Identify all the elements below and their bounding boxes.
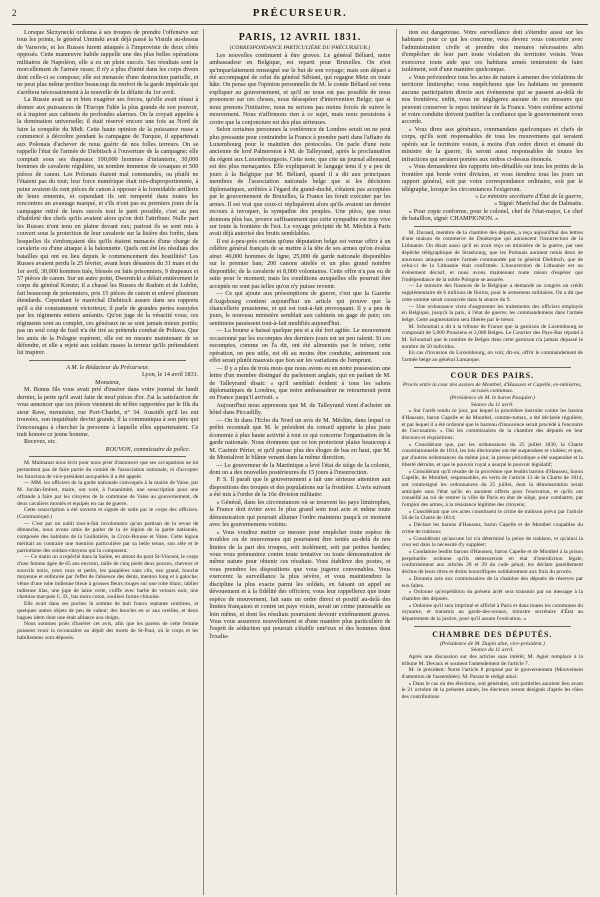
section-heading-chambre-des-deputes: CHAMBRE DES DÉPUTÉS. (432, 629, 553, 639)
court-date: Séance du 11 avril. (470, 401, 514, 408)
court-paragraph: « Considérant qu'aucune loi n'a déterminé la peine de trahison, et qu'ainsi la cour est dans la nécessité d'y suppléer; (401, 535, 583, 549)
article-paragraph: — On lit dans l'Echo du Nord un avis de M. Méchin, dans lequel ce préfet reconnaît que M. le président du conseil apporte la plus juste économie à plus haute activité à tout ce qui concerne l'organisation de la garde nationale. Nous étonnons que ce ton protecteur plaise beaucoup à M. Casimir Périer, et qu'il puisse plus des éloges de bas en haut, que M. de Montalivet le blâme venant dans la même direction. (209, 416, 391, 462)
court-paragraph: « Donnera acte aux commissaires de la chambre des députés de réserves par eux faites. (401, 575, 583, 589)
article-paragraph: « Pour copie conforme, pour le colonel, chef de l'état-major, Le chef de bataillon, signé: CHAMPIGNON. » (401, 207, 583, 223)
letter-salutation: Monsieur, (95, 378, 121, 386)
court-paragraph: « Ordonne qu'il sera imprimé et affiché à Paris et dans toutes les communes du royaume, et transmis au garde-des-sceaux, ministre secrétaire d'État au département de la justice, pour qu'il assure l'exécution. » (401, 602, 583, 623)
divider (414, 626, 571, 627)
article-paragraph: Il est à-peu-près certain qu'une députation belge est venue offrir à un célèbre général français de se mettre à la tête de ses armes qu'on évalue ainsi: 40,000 hommes de ligne, 25,000 de garde nationale disponibles sur le premier ban; 200 canons attelés et un plus grand nombre disponible; de la cavalerie et 8,000 volontaires. Cette offre n'a pas eu de suite pour le moment; mais les conditions auxquelles elle pourrait être acceptée ne sont pas telles qu'on n'y puisse revenir. (209, 237, 391, 290)
news-item: Elle avait dans ses poches la somme de huit francs septante centimes, et quelques autres objets de peu de valeur; des boucles en or aux oreilles, et deux bagues idem dont une était alliance aux doigts. (17, 601, 199, 621)
column-2 (203, 29, 395, 895)
column-1 (12, 29, 203, 895)
chamber-date: Séance du 11 avril. (470, 647, 514, 654)
article-paragraph: P. S. Il paraît que le gouvernement a fait une sérieuse attention aux dispositions des troupes et des populations sur la frontière. L'avis suivant a été mis à l'ordre de la 16e division militaire: (209, 476, 391, 499)
columns (12, 29, 588, 895)
chamber-paragraph: Après une discussion sur des articles sans intérêt, M. Agier remplace à la tribune M. Devaux et soutient l'amendement de l'article 7. (401, 653, 583, 667)
article-paragraph: — La bourse a baissé quelque peu et a été fort agitée. Le mouvement occasionné par les escomptes des derniers jours est un peu ralenti. Si ces escomptes, comme on l'a dit, ont été alimentés par le trésor, cette opération, on peu utile, est dû au moins être conduite, autrement son effet serait plutôt mauvais que bon sur les variations de l'emprunt. (209, 327, 391, 365)
news-item: — MM. les officiers de la garde nationale convoqués à la mairie de Vaise, par M. Jordan-Imbret, maire, ont voté, à l'unanimité, une souscription pour une offrande à faire par les citoyens de la commune de Vaise au gouvernement, de deux cavaliers montés et équipés en cas de guerre. (17, 480, 199, 507)
letter-closing: Recevez, etc. (24, 438, 57, 446)
signature-line: « Le ministre secrétaire d'État de la guerre, (475, 192, 583, 200)
letter-dateline: Lyon, le 14 avril 1831. (141, 371, 199, 379)
news-item: M. Durand, membre de la chambre des députés, a reçu aujourd'hui des lettres d'une maison de commerce de Dunkerque qui annoncent l'insurrection de la Lithuanie. On disait aussi qu'il en avait reçu un ministère de la guerre, par une dépêche télégraphique de Strasbourg, que les Polonais auraient remis deux de nouveaux attaques contre l'armée commandée par le général Diebitsch, que de celui-ci de la Lithuanie était confirmée. L'insurrection de Lithuanie est un événement décisif, et nous avons maintenant toute raison d'espérer que l'indépendance de la noble Pologne se assurée. (401, 229, 583, 283)
article-paragraph: La Russie avait su et bien exagérer ses forces, qu'elle avait réussi à donner aux puissances de l'Europe l'idée la plus grande de son pouvoir, et à inspirer aux cabinets de profondes alarmes. On la croyait appelée à la domination universelle; il était réservé encore une fois au Nord de faire la conquête du Midi. Cette haute opinion de la puissance russe a commencé à décroître pendant la campagne de Turquie, il appartenait aux Polonais d'achever de nous guérir de nos folles terreurs. On se rappelle l'état de l'armée de Diebitsch à l'ouverture de la campagne; elle comptait sous ses drapeaux 100,000 hommes d'infanterie, 30,000 hommes de cavalerie régulière, un nombre immense de cosaques et 500 pièces de canon. Les Polonais étaient mal commandés, ou plutôt ne l'étaient pas du tout; leur force numérique était très-disproportionnée, à peine avaient-ils cent pièces de canon à opposer à la formidable artillerie de leurs ennemis, et cependant ils ont remporté dans toutes les rencontres un avantage marqué, et s'ils n'ont pas eu premiers jours de la campagne retiré de leurs succès tout le parti possible, c'est au peu d'habileté des chefs qu'ils avaient alors qu'on doit l'attribuer. Nulle part les Russes n'ont tenu en plaine devant eux; partout ils se sont mis à couvert sous la protection de leur cavalerie sur la lisière des forêts, dans lesquelles ils s'enfonçaient dès qu'ils étaient menacés d'une charge de cavalerie ou d'une attaque à la baïonnette. Quels ont été les résultats des batailles qui ont eu lieu depuis le commencement des hostilités? Les Russes avaient perdu le 25 février, avant leurs désastres du 31 mars et du 1er avril, 30,000 hommes tués, blessés ou faits prisonniers, 9 drapeaux et 57 pièces de canon. Sur un autre point, Dwernicki a défait entièrement le corps du général Kreutz; il a chassé les Russes de Radom et de Lublin, fait beaucoup de prisonniers, pris 15 pièces de canon et enlevé plusieurs étendards. Cependant le maréchal Diebitsch assure dans ses rapports qu'il a été constamment victorieux; il parle de grandes pertes essuyées par les régiments entiers anéantis. Qu'on juge de la véracité vous; ces régiments sont au complet, ces généraux ne se sont jamais mieux portés; pas un seul coup de fusil n'a été tiré au prétendu combat de Poltava. Que les amis de la Pologne espèrent, elle est en mesure maintenant de se défendre, et elle a rejeté aux soldats russes la terreur qu'ils prétendaient lui inspirer. (17, 96, 199, 357)
article-paragraph: « Général, dans les circonstances où se trouvent les pays limitrophes, la France doit éviter avec le plus grand soin tout acte et même toute démonstration qui pourrait allumer l'ordre maintenu jusqu'à ce moment avec les gouvernemens voisins. (209, 498, 391, 529)
divider (29, 360, 186, 361)
article-paragraph: « Vous direz aux généraux, commandans quelconques et chefs de corps, qu'ils sont responsables de tous les mouvemens qui seraient opérés sur le territoire voisin, à moins d'un ordre direct et émané du ministre de la guerre; ils seront aussi responsables de toutes les infractions qui seraient portées aux ordres ci-dessus énoncés. (401, 125, 583, 163)
news-item: — Ce matin on a repêché dans la Saône, en amont du pont St-Vincent, le corps d'une femme âgée de 65 ans environ, taille de cinq pieds deux pouces, cheveux et sourcils noirs, yeux roux et petits, les paupières sans cils, nez grand, bouche moyenne et enfoncée par l'effet de l'absence des dents, menton long et à galoche; vêtue d'une robe indienne bleue à grosses fleurs rouges sur une robe blanc, tablier indienne lilas, une jupe de laine verte, coiffe avec barbe de velours noir, une chemise marquée C. D., bas noirs coton, souliers forme chinoise. (17, 554, 199, 601)
news-item: Nous sommes priés d'insérer cet avis, afin que les parens de cette femme puissent venir la reconnaître au dépôt des morts de St-Paul, où le corps et les habillemens sont déposés. (17, 621, 199, 641)
letter-body: M. Bonus fils vous avait prié d'insérer dans votre journal de lundi dernier, la perte qu'il avait faite de neuf pièces d'or. J'ai la satisfaction de vous annoncer que ces pièces viennent de m'être rapportées par le fils du sieur Rave, menuisier, rue Port-Charlet, n° 34. Aussitôt qu'il les eut trouvées, son inquiétude devint grande, il la communiqua à son père qui l'encouragea à chercher la personne à laquelle elles appartenaient. Ce trait honore ce jeune homme. (17, 386, 199, 439)
article-paragraph: Les nouvelles continuent à être graves. Le général Béliard, notre ambassadeur en Belgique, est reparti pour Bruxelles. On n'est qu'imparfaitement renseigné sur le but de son voyage; mais son départ a été accompagné de celui du général Sébiani, qui regagne Metz en toute hâte. On pense que l'opinion personnelle de M. le comte Béliard est venu expliquer au gouvernement, et qu'il ne nous est pas possible de nous prononcer sur ces choses, nous désespérer d'intervention Belge; que si nous prenons l'initiative, nous ne serions pas moins forcés de suivre le mouvement. Nous n'affirmons rien à ce sujet, mais nous persistons à croire que la conjoncture est des plus sérieuses. (209, 51, 391, 126)
divider (29, 456, 186, 457)
news-item: — Une ordonnance vient d'augmenter les traitements des officiers employés en Belgique, jusqu'à la paix, à l'état de guerre; les commandemens dans l'armée belge. Cette augmentation sera libérée par le trésor. (401, 303, 583, 323)
page-header (12, 6, 588, 25)
chamber-paragraph: M. le président: Notre l'article 8 proposé par le gouvernement (Mouvement d'attention de l'assemblée). M. Parant le rédigé ainsi: (401, 667, 583, 681)
divider (414, 226, 571, 227)
letter-signature: ROUVON, commissaire de police. (105, 445, 191, 453)
article-paragraph: — Il y a plus de trois mois que nous avons eu en notre possession une lettre d'un membre distingué du parlement anglais, qui en parlant de M. de Talleyrand disait: « qu'il semblait évident à tous les salons diplomatiques de Londres, que notre ambassadeur ne retournerait point en France jusqu'il arrivait. » (209, 364, 391, 402)
section-heading-cour-des-pairs: COUR DES PAIRS. (450, 370, 535, 380)
news-item: M. Malmaust nous écrit pour nous prier d'annoncer que ses occupations ne lui permettent pas de faire partie du comité de l'association nationale, ni d'accepter les fonctions de vice-président auxquelles il a été appelé. (17, 460, 199, 480)
court-paragraph: « Considérant que, par les ordonnances du 25 juillet 1830, la Charte constitutionnelle de 1814, les lois électorales ont été suspendues et violées; et que, par d'autres ordonnances du même jour, la presse périodique a été suspendue et la liberté détruite, et que le pouvoir royal a usurpé le pouvoir législatif; (401, 441, 583, 468)
chamber-paragraph: « Dans le cas où des élections, soit générales, soit partielles auraient lieu avant le 21 octobre de la présente année, les électeurs seront désignés d'après les rôles des contributions (401, 680, 583, 701)
divider (414, 367, 571, 368)
chamber-presidence: (Présidence de M. Dupin aîné, vice-président.) (439, 640, 545, 647)
article-paragraph: « Vous préviendrez tous les actes de nature à amener des violations de territoire limitrophe; vous empêcherez que les habitans ne prennent aucune participation directe aux événemens qui se passent au-delà de nos frontières; enfin, vous ne négligerez aucune de ces mesures qui peuvent conserver le repos intérieur de la France. Votre extrême activité et votre conduite doivent justifier la confiance que le gouvernement vous accorde. (401, 73, 583, 126)
section-subheading: (CORRESPONDANCE PARTICULIÈRE DU PRÉCURSEUR.) (229, 45, 371, 51)
page-number: 2 (12, 8, 17, 18)
article-paragraph: Selon certaines personnes la conférence de Londres serait on ne peut plus pressante pour contraindre la France à prendre parti dans l'affaire du Luxembourg pour le maintien des protocoles. On parle d'une note ancienne de lord Palmerston à M. de Talleyrand, après la proclamation du régent aux Luxembourgeois. Cette note, que cite un journal allemand, est des plus menaçantes. Elle expliquerait le langage tenu il y a peu de jours à la Belgique par M. Béliard, quand il a dit aux principaux membres de l'association nationale belge que si les décisions diplomatiques, arrêtées à l'égard du grand-duché, s'étaient pas acceptées par le gouvernement de Bruxelles, la France les ferait exécuter par les armes. Il est vrai que ceux-ci répliquèrent alors qu'ils avaient un dernier recours à invoquer, la sympathie des peuples. Une pièce, que nous donnons plus bas, prouve suffisamment que cette sympathie est trop vive sur toute la frontière de l'est. Le voyage précipité de M. Méchin à Paris avait déjà autorisé des bruits semblables. (209, 126, 391, 238)
news-item: En cas d'invasion du Luxembourg, on voit, dit-on, offrir le commandement de l'armée belge au général Lamarque. (401, 350, 583, 364)
article-paragraph: — Ce qui ajoute aux présomptions de guerre, c'est que la Gazette d'Augsbourg contient aujourd'hui un article qui prouve que la chancellerie prussienne, et qui est tout-à-fait provoquant. Il y a peu de jours, le nouveau ministère semblait aux cabinets un gage de paix; ces sentimens paraissent tout-à-fait modifiés aujourd'hui. (209, 290, 391, 327)
news-item: M. Schouttail a dit à la tribune de France que la garnison de Luxembourg se composait de 5,000 Prussiens et 2,000 Belges. Le Courrier des Pays-Bas répond à M. Schouttail que le nombre de Belges dans cette garnison n'a jamais dépassé le nombre de 50 individus. (401, 323, 583, 350)
court-paragraph: « Sur l'arrêt rendu ce jour, par lequel la procédure instruite contre les barons d'Haussez, baron Capelle et de Montbel, comme-tumax, a été déclarée régulière, et par lequel il a été ordonné que le barreau d'innocence serait procédé à l'encontre de l'accusation. « Ouï les commissaires de la chambre des députés en leur discours et réquisitions; (401, 408, 583, 442)
article-paragraph: Aujourd'hui nous apprenons que M. de Talleyrand vient d'acheter un hôtel dans Piccadilly. (209, 401, 391, 417)
column-3 (396, 29, 588, 895)
section-heading-paris: PARIS, 12 AVRIL 1831. (238, 32, 362, 43)
court-paragraph: « Considérant que ces actes constituent le crime de trahison prévu par l'article 56 de la Charte de 1814; (401, 508, 583, 522)
news-item: — Le ministre des finances de la Belgique a demandé au congrès un crédit supplémentaire de 6 millions de florins, pour le armemens militaires. On a dit que cette somme serait consacrée dans la séance du 9. (401, 283, 583, 303)
court-paragraph: « Déclare les barons d'Haussez, baron Capelle et de Montbel coupables du crime de trahison; (401, 522, 583, 535)
article-paragraph: — Le gouverneur de la Martinique a levé l'état de siège de la colonie, dont on a des nouvelles postérieures du 15 jours à l'insurrection. (209, 461, 391, 476)
letter-heading: A M. le Rédacteur du Précurseur. (66, 363, 150, 371)
article-paragraph: « Vous voudrez mettre ce mesure pour empêcher toute espèce de troubles ou de mouvemens qui pourraient être tentés au-delà de nos limites de la part des troupes, soit isolément, soit par petites bandes; vous vous prémunirez contre toute tentative ou toute démonstration de même nature pour obtenir ces résultats. Vous établirez des postes, et vous prendrez les dispositions que vous jugerez convenables. Vous exercerez la surveillance la plus sévère, et vous maintiendrez la discipline la plus exacte parmi les soldats, en faisant un appel au dévouement et à la fidélité des officiers; vous leur rappellerez que toute espèce de mouvement, fait sans un ordre direct et positif au-delà des limites françaises et contre un pays voisin, serait un crime punissable au loin même, et dont les résultats pourraient devenir extrêmement graves. Vous vous assurerez nouvellement et d'une manière plus particulière de l'esprit de séduction qui pourrait s'établir entr'eux et des hommes dont l'exalta- (209, 528, 391, 640)
court-paragraph: « Ordonne qu'expédition du présent arrêt sera transmis par un message à la chambre des députés. (401, 589, 583, 602)
court-paragraph: « Condamne lesdits barons d'Haussez, baron Capelle et de Montbel à la prison perpétuelle: ordonne qu'ils demeureront en état d'interdiction légale, conformément aux articles 28 et 29 du code pénal; les déclare pareillement déchus de leurs titres et droits honorifiques solidairement aux frais du procès. (401, 548, 583, 576)
newspaper-title: PRÉCURSEUR. (252, 7, 348, 19)
article-paragraph: Lorsque Skrzynecki ordonna à ses troupes de prendre l'offensive sur tous les points, le général Uminski avait déjà passé la Vistule au-dessus de Varsovie, et les Russes furent attaqués à l'improviste de deux côtés opposés. Cette manœuvre habile rappelle une des plus belles opérations militaires de Napoléon, elle a eu un plein succès. Ses résultats sont le morcellement de l'armée russe; il n'y a plus d'unité dans les corps divers dont celle-ci se compose; elle est menacée d'une destruction partielle, et ne peut plus même profiter beaucoup du renfort de la garde impériale qui s'arrêtera nécessairement à la nouvelle de la défaite du 1er avril. (17, 29, 199, 96)
article-paragraph: tion est dangereuse. Votre surveillance doit s'étendre aussi sur les habitans: pour ce qui les concerne, vous devrez vous concerter avec l'administration civile et prendre des mesures nécessaires afin d'empêcher de leur part toute violation du territoire voisin. Vous exercerez toute aide que ces habitans armés tenteraient de faire isolément, soit d'une manière quelconque. (401, 29, 583, 74)
court-subheading: Procès entre la cour des assises de Montbel, d'Haussez et Capelle, ex-ministres, accusés contumax. (402, 381, 582, 395)
news-item: — C'est par un oubli tout-à-fait involontaire qu'un partisan de la revue de dimanche, nous avons omis de parler de la 4e légion de la garde nationale, composée des habitans de la Guillotière, la Croix-Rousse et Vaise. Cette légion méritait au contraire une mention particulière par sa belle tenue, son zèle et le patriotisme des soldats-citoyens qui la composent. (17, 520, 199, 554)
signature-line: « Signé: Maréchal duc de Dalmatie. (493, 200, 583, 208)
court-presidence: (Présidence de M. le baron Pasquier.) (449, 395, 535, 402)
news-item: Cette souscription a été ouverte et signée de suite par le corps des officiers. (Communiqué.) (17, 507, 199, 520)
article-paragraph: « Vous demanderez des rapports très-détaillés sur tous les points de la frontière qui borde votre division, et vous tiendrez tous les jours un rapport général, soit par votre correspondance ordinaire, soit par le télégraphe, lorsque les circonstances l'exigeront. (401, 163, 583, 193)
court-paragraph: « Considérant qu'il résulte de la procédure que lesdits barons d'Haussez, baron Capelle, de Montbel, responsables, en vertu de l'article 13 de la Charte de 1814, ont contresigné les ordonnances du 25 juillet, dont la démonstration serait anticipée sans l'état qu'ils en auraient offerts pour l'exécution, et qu'ils ont conseillé au roi de rentrer la ville de Paris en état de siège, pour combattre, par l'emploi des armes, à la résistance légitime des citoyens; (401, 468, 583, 509)
